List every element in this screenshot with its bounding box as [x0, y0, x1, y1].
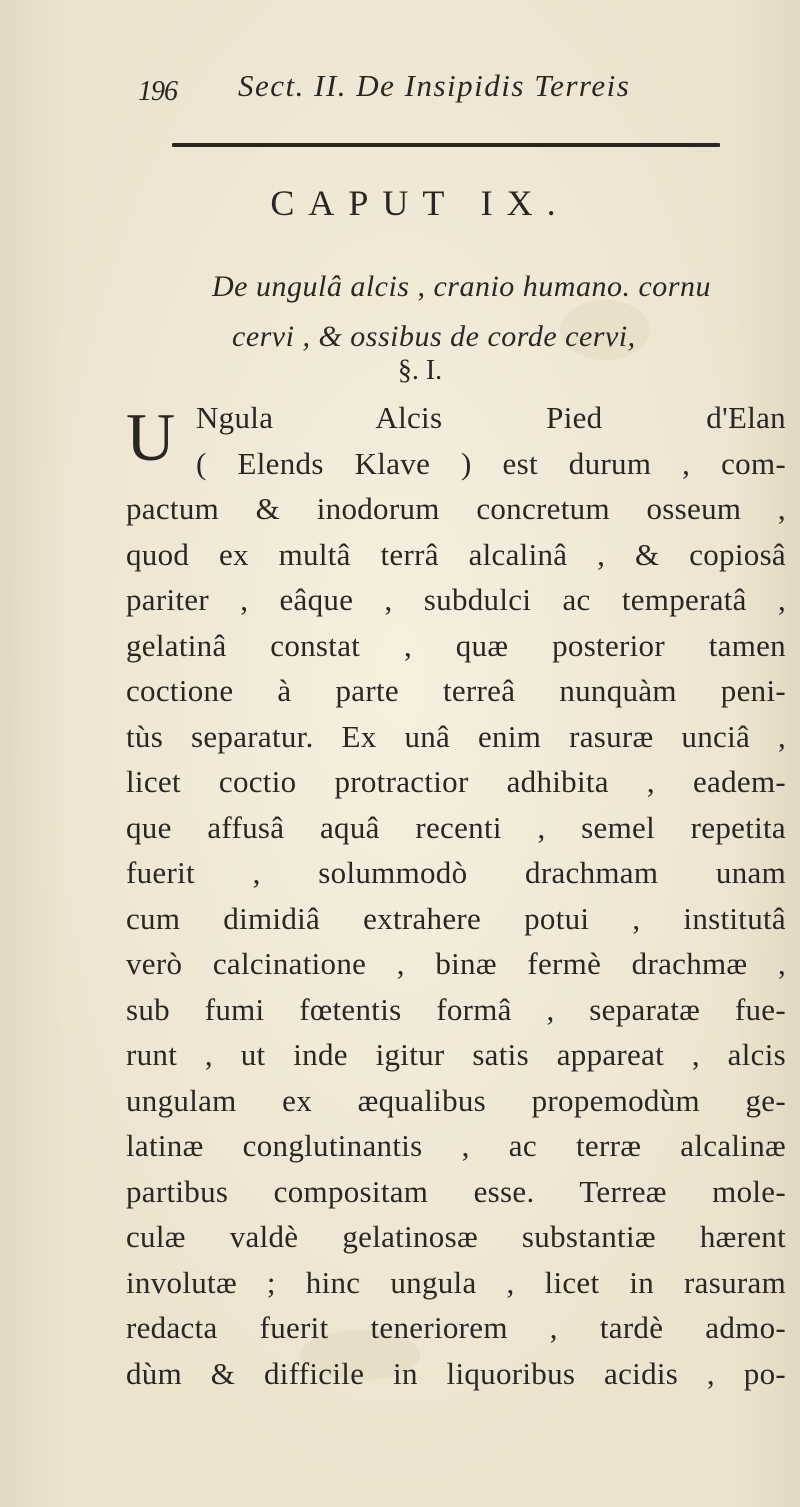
text-line: latinæ conglutinantis , ac terræ alcalinæ [126, 1128, 786, 1163]
text-line: cum dimidiâ extrahere potui , institutâ [126, 900, 786, 936]
section-mark: §. I. [397, 355, 443, 386]
text-line: quod ex multâ terrâ alcalinâ , & copiosâ [126, 536, 786, 572]
text-line: gelatinâ constat , quæ posterior tamen [126, 627, 786, 663]
text-line: coctione à parte terreâ nunquàm peni- [126, 673, 786, 708]
subtitle-line: De ungulâ alcis , cranio humano. cornu [212, 270, 711, 303]
text-line: licet coctio protractior adhibita , eadem- [126, 764, 786, 799]
text-line: que affusâ aquâ recenti , semel repetita [126, 809, 786, 845]
text-line: dùm & difficile in liquoribus acidis , po- [126, 1355, 786, 1391]
text-line: ungulam ex æqualibus propemodùm ge- [126, 1082, 786, 1118]
chapter-subtitle [212, 262, 772, 362]
text-line: partibus compositam esse. Terreæ mole- [126, 1173, 786, 1209]
text-line: culæ valdè gelatinosæ substantiæ hærent [126, 1219, 786, 1254]
text-line: Ngula Alcis Pied d'Elan [196, 400, 786, 435]
drop-cap: U [126, 399, 176, 475]
body-text [126, 395, 786, 1396]
page-number: 196 [138, 76, 177, 107]
subtitle-line: cervi , & ossibus de corde cervi, [232, 320, 636, 353]
text-line: redacta fuerit teneriorem , tardè admo- [126, 1310, 786, 1345]
text-line: runt , ut inde igitur satis appareat , alcis [126, 1037, 786, 1072]
running-head: Sect. II. De Insipidis Terreis [238, 68, 631, 103]
text-line: sub fumi fœtentis formâ , separatæ fue- [126, 991, 786, 1027]
text-line: fuerit , solummodò drachmam unam [126, 855, 786, 890]
text-line: verò calcinatione , binæ fermè drachmæ , [126, 946, 786, 981]
text-line: involutæ ; hinc ungula , licet in rasuram [126, 1264, 786, 1300]
text-line: pactum & inodorum concretum osseum , [126, 491, 786, 526]
text-line: tùs separatur. Ex unâ enim rasuræ unciâ , [126, 718, 786, 754]
chapter-title: CAPUT IX. [270, 183, 570, 223]
text-line: ( Elends Klave ) est durum , com- [196, 445, 786, 481]
page-header [138, 62, 738, 112]
text-line: pariter , eâque , subdulci ac temperatâ , [126, 582, 786, 617]
header-rule [172, 143, 720, 147]
